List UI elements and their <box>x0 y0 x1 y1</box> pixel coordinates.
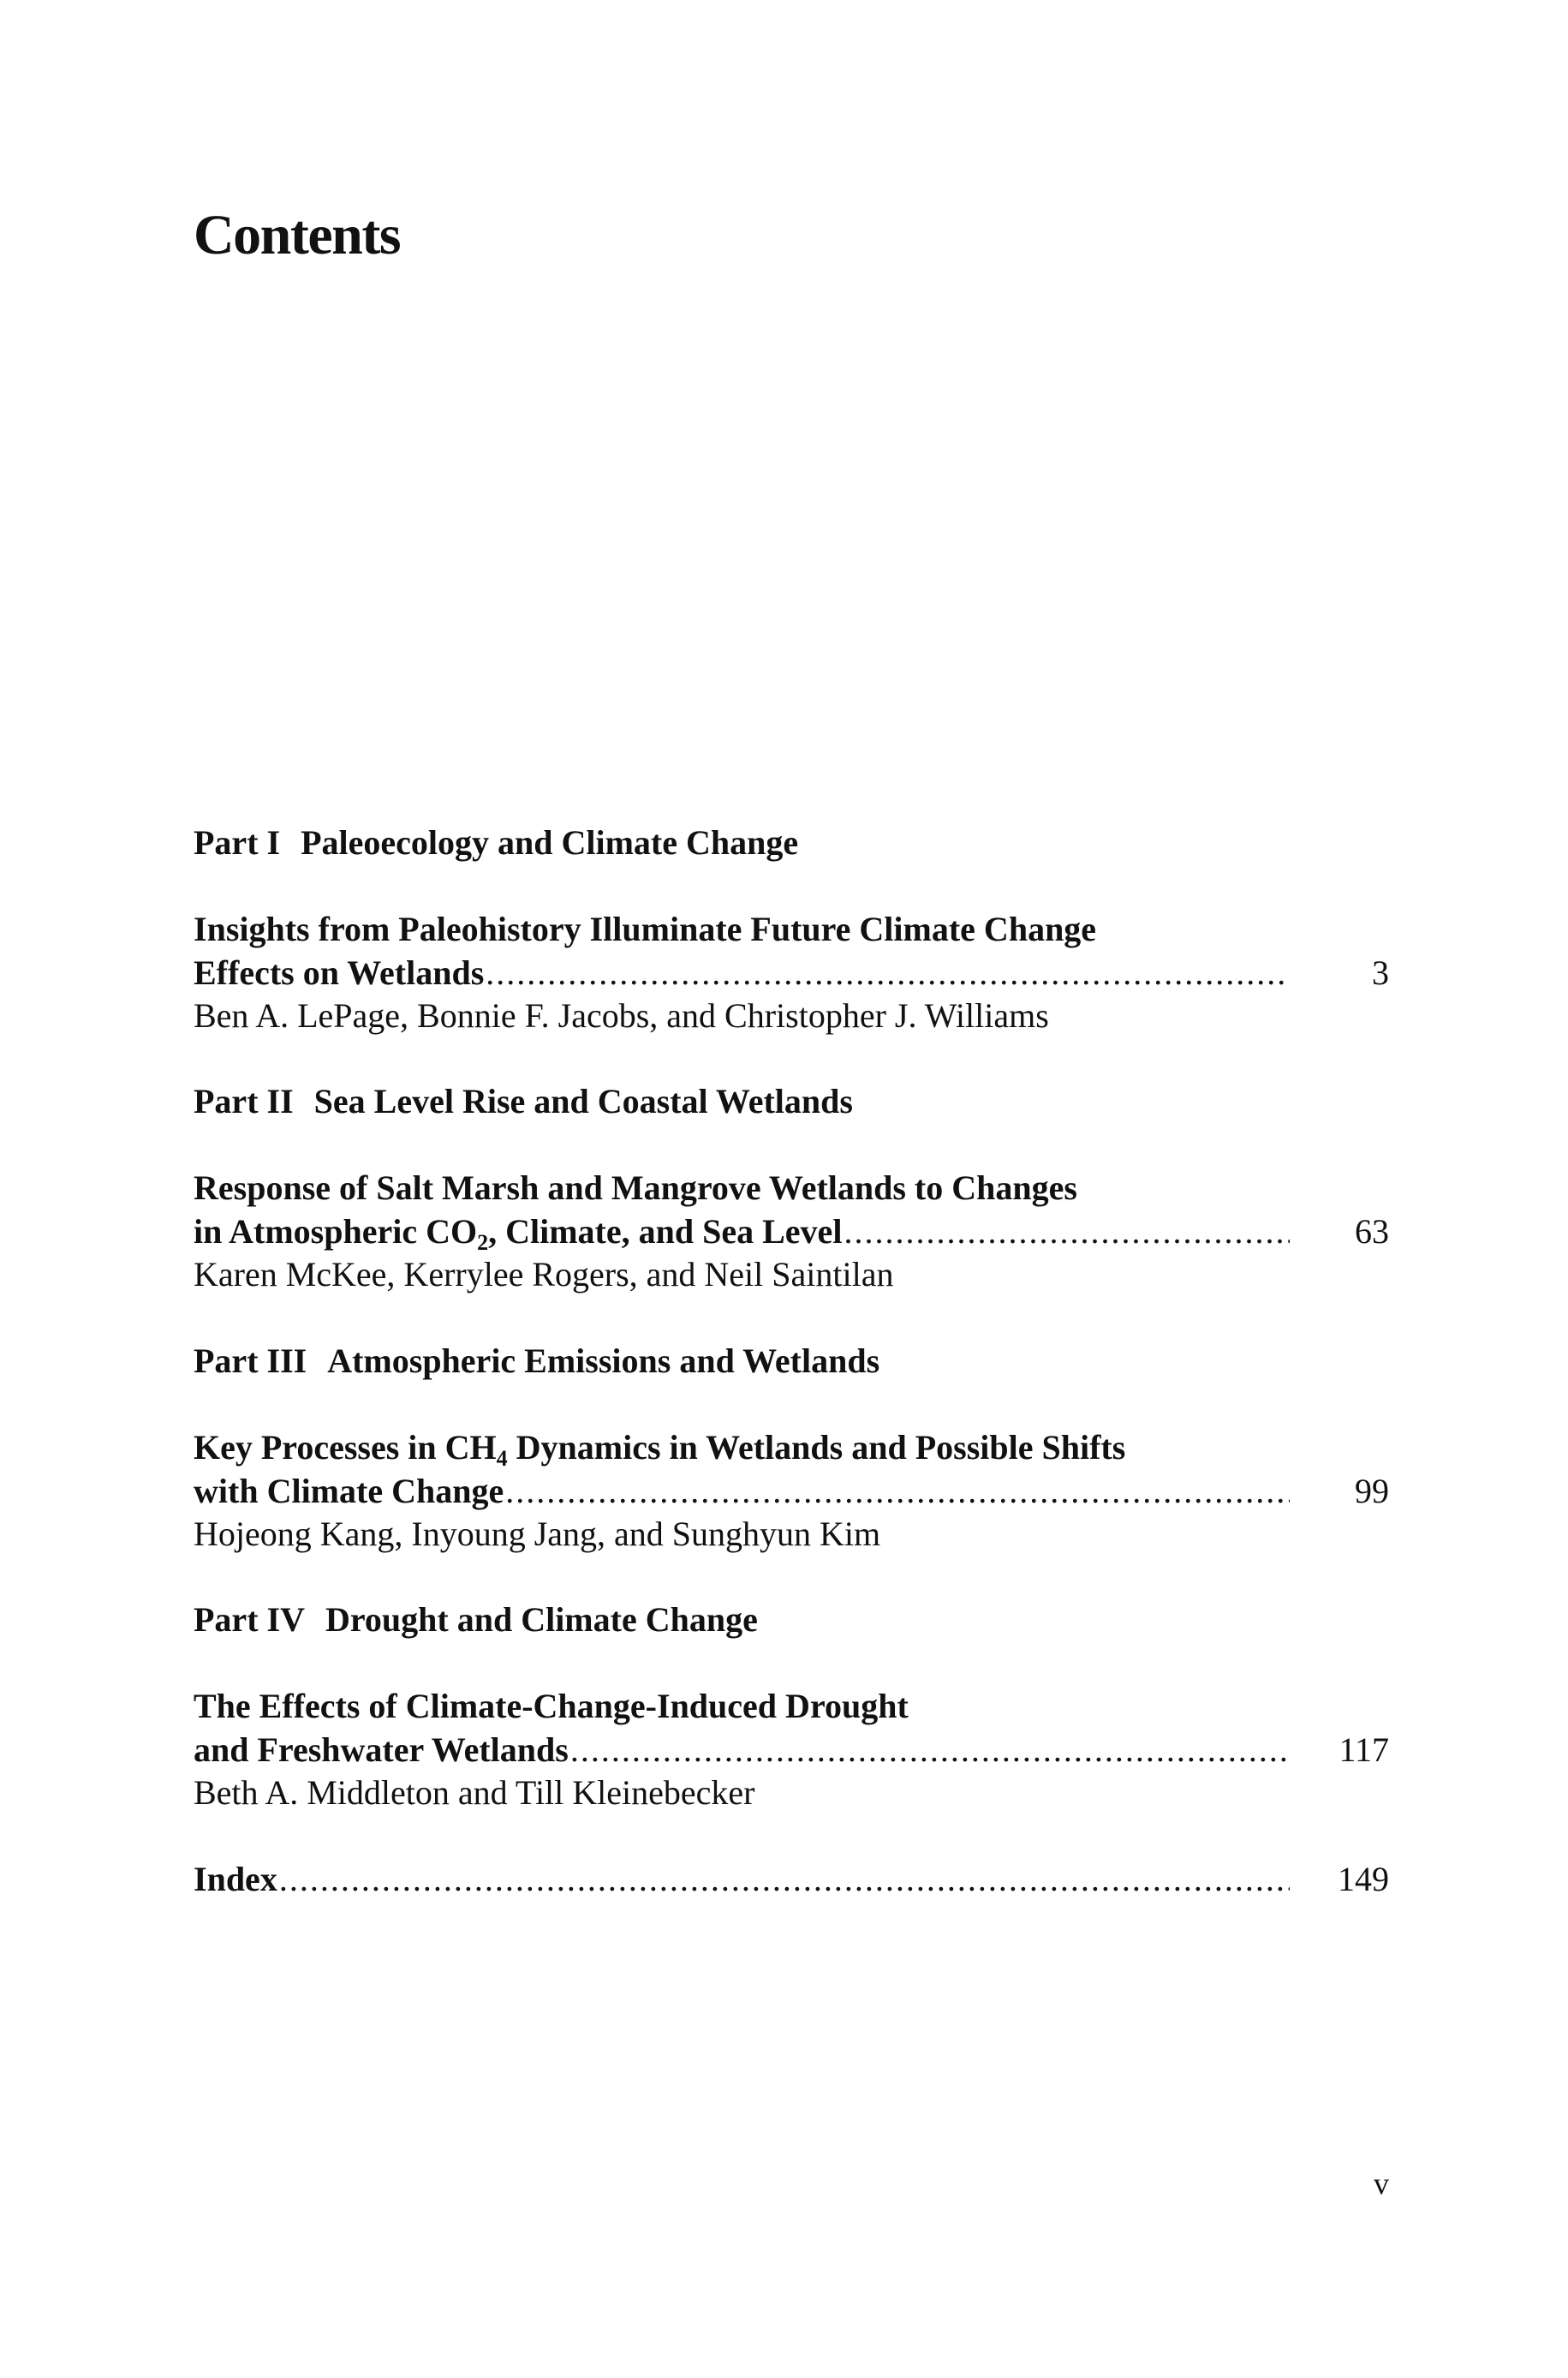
part-title: Atmospheric Emissions and Wetlands <box>327 1341 880 1380</box>
part-heading[interactable] <box>194 1599 1389 1640</box>
part-heading[interactable] <box>194 822 1389 863</box>
leader-dots <box>279 1859 1290 1900</box>
chapter-authors: Beth A. Middleton and Till Kleinebecker <box>194 1773 755 1812</box>
chapter-entry[interactable] <box>194 1730 1389 1771</box>
chapter-entry[interactable] <box>194 953 1389 994</box>
page-folio: v <box>1374 2166 1389 2201</box>
index-entry[interactable] <box>194 1859 1389 1900</box>
part-heading[interactable] <box>194 1341 1389 1382</box>
chapter-entry[interactable] <box>194 1211 1389 1255</box>
chapter-title-line[interactable]: Response of Salt Marsh and Mangrove Wetlands to Changes <box>194 1168 1077 1207</box>
part-label: Part III <box>194 1341 307 1380</box>
part-label: Part II <box>194 1082 294 1120</box>
chapter-title-line: Effects on Wetlands <box>194 953 485 992</box>
part-title: Paleoecology and Climate Change <box>301 823 799 862</box>
page-number: 63 <box>1355 1212 1389 1251</box>
page-number: 117 <box>1338 1730 1389 1769</box>
chapter-title-line: in Atmospheric $CO_2$, Climate, and Sea Level <box>194 1212 843 1255</box>
part-title: Drought and Climate Change <box>325 1600 758 1639</box>
page-number: 149 <box>1338 1860 1389 1898</box>
chapter-title-line: with Climate Change <box>194 1472 504 1510</box>
leader-dots <box>570 1730 1290 1771</box>
page-number: 99 <box>1355 1472 1389 1510</box>
part-title: Sea Level Rise and Coastal Wetlands <box>313 1082 853 1120</box>
part-heading[interactable] <box>194 1081 1389 1122</box>
leader-dots <box>844 1211 1290 1252</box>
chapter-authors: Hojeong Kang, Inyoung Jang, and Sunghyun Kim <box>194 1515 881 1553</box>
part-label: Part I <box>194 823 281 862</box>
index-label: Index <box>194 1860 277 1898</box>
chapter-entry[interactable] <box>194 1471 1389 1512</box>
part-label: Part IV <box>194 1600 305 1639</box>
chapter-title-line[interactable]: Key Processes in $CH_4$ Dynamics in Wetlands and Possible Shifts <box>194 1428 1126 1471</box>
page-title: Contents <box>194 204 401 266</box>
chapter-title-line[interactable]: The Effects of Climate-Change-Induced Drought <box>194 1687 909 1725</box>
page-number: 3 <box>1372 953 1389 992</box>
leader-dots <box>486 953 1290 994</box>
chapter-authors: Karen McKee, Kerrylee Rogers, and Neil Saintilan <box>194 1255 894 1294</box>
chapter-title-line[interactable]: Insights from Paleohistory Illuminate Future Climate Change <box>194 910 1097 948</box>
leader-dots <box>505 1471 1290 1512</box>
chapter-authors: Ben A. LePage, Bonnie F. Jacobs, and Christopher J. Williams <box>194 996 1049 1035</box>
chapter-title-line: and Freshwater Wetlands <box>194 1730 569 1769</box>
